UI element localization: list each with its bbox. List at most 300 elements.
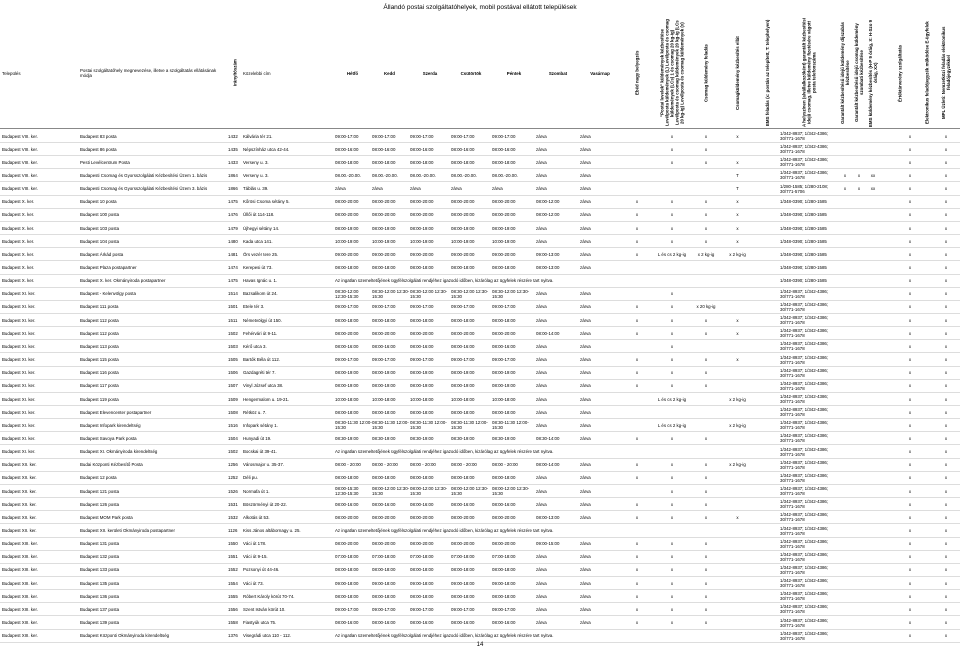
table-cell: 1/342-8937; 1/342-4386; 30/771-1678 bbox=[780, 630, 829, 641]
table-cell: x bbox=[944, 633, 948, 639]
table-cell: 08:00-19:00 bbox=[492, 383, 516, 389]
table-cell bbox=[852, 630, 866, 642]
table-cell bbox=[838, 446, 852, 458]
table-cell: x bbox=[704, 317, 708, 323]
table-cell bbox=[852, 222, 866, 234]
table-cell: Budapest 139 posta bbox=[80, 620, 120, 626]
table-cell: 08:00-16:00 bbox=[410, 146, 434, 152]
table-cell: 1481 bbox=[228, 251, 238, 257]
table-cell: x bbox=[670, 475, 674, 481]
table-cell: x bbox=[704, 238, 708, 244]
table-cell bbox=[838, 511, 852, 523]
table-cell bbox=[838, 432, 852, 444]
table-cell: x bbox=[944, 606, 948, 612]
table-cell bbox=[622, 446, 652, 458]
table-row bbox=[0, 275, 960, 288]
table-cell: x 2 kg-ig bbox=[729, 396, 746, 402]
table-cell: Budapest XI. ker. bbox=[2, 317, 36, 323]
table-cell: 10:00-18:00 bbox=[372, 396, 396, 402]
table-cell: zárva bbox=[580, 514, 591, 520]
table-cell: x bbox=[908, 435, 912, 441]
table-cell: Budapest XI. ker. bbox=[2, 370, 36, 376]
table-cell bbox=[838, 288, 852, 300]
table-cell: 08:00-12:00 12:30-15:30 bbox=[410, 486, 448, 497]
table-cell: 08:00-20:00 bbox=[410, 541, 434, 547]
table-cell: Budapest 136 posta bbox=[80, 593, 120, 599]
table-cell: 09:00-17:00 bbox=[451, 357, 475, 363]
table-cell: zárva bbox=[580, 265, 591, 270]
table-cell: Budapest 103 posta bbox=[80, 225, 120, 231]
table-cell: 08:00 - 20:00 bbox=[451, 462, 477, 468]
table-cell: 09:00-20:00 bbox=[372, 251, 396, 257]
table-cell: x bbox=[908, 343, 912, 349]
table-cell: Váci út 9-15. bbox=[243, 554, 268, 560]
table-cell: 1/342-8937; 1/342-4386; 30/771-1678 bbox=[780, 157, 829, 168]
table-cell: Kerepesi út 73. bbox=[243, 265, 273, 270]
table-cell: 08:00-18:00 bbox=[372, 159, 396, 165]
table-cell: x bbox=[704, 383, 708, 389]
table-cell: 09:00-17:00 bbox=[410, 133, 434, 139]
table-cell bbox=[852, 275, 866, 287]
table-cell: x bbox=[635, 304, 639, 310]
table-cell: 08:00-16:00 bbox=[410, 501, 434, 507]
table-cell bbox=[866, 446, 880, 458]
table-cell bbox=[866, 196, 880, 208]
table-row bbox=[0, 130, 960, 143]
table-cell bbox=[838, 603, 852, 615]
table-cell bbox=[838, 551, 852, 563]
table-cell: 1476 bbox=[228, 212, 238, 218]
table-cell: 08:00-18:00 bbox=[451, 265, 475, 270]
table-cell: 08:00-18:00 bbox=[451, 409, 475, 415]
table-cell: 1504 bbox=[228, 435, 238, 441]
header-alapfizet: A helyszínen (alvállalkozóként) garantált kézbesítési idejű csomag, illetve küldemény fizetésére vágott posta telefonszáma bbox=[801, 18, 817, 128]
table-cell bbox=[720, 340, 755, 352]
table-cell bbox=[866, 538, 880, 550]
table-cell: Budapest X. ker. Okmányiroda postapartner bbox=[80, 278, 166, 284]
table-cell: x bbox=[944, 159, 948, 165]
table-cell: zárva bbox=[536, 580, 547, 586]
table-row bbox=[0, 603, 960, 616]
table-cell: 08:00-16:00 bbox=[372, 146, 396, 152]
table-cell: 08:00-16:00 bbox=[410, 343, 434, 349]
table-cell: 09:00-18:00 bbox=[372, 580, 396, 586]
table-cell: 09:00-17:00 bbox=[335, 606, 359, 612]
table-cell: Budapest MOM Park posta bbox=[80, 514, 133, 520]
table-cell bbox=[852, 406, 866, 418]
table-cell: Budapest XII. ker. bbox=[2, 514, 37, 520]
table-cell: x bbox=[635, 514, 639, 520]
table-cell: Kada utca 141. bbox=[243, 238, 273, 244]
table-cell: 08:30-14:00 bbox=[536, 435, 560, 441]
table-cell: 08.00.-20.00. bbox=[372, 172, 398, 178]
table-cell: zárva bbox=[580, 475, 591, 481]
table-cell bbox=[866, 564, 880, 576]
table-cell: x bbox=[908, 159, 912, 165]
table-cell: x bbox=[843, 186, 847, 192]
table-cell: x bbox=[670, 212, 674, 218]
table-row bbox=[0, 393, 960, 406]
table-cell: 08:00-18:00 bbox=[410, 159, 434, 165]
table-cell bbox=[866, 459, 880, 471]
table-row bbox=[0, 288, 960, 301]
table-cell: 10:00-19:00 bbox=[451, 238, 475, 244]
table-cell: zárva bbox=[536, 488, 547, 494]
table-cell: x bbox=[704, 225, 708, 231]
table-cell: 09:00-18:00 bbox=[410, 580, 434, 586]
table-cell: 1/342-8937; 1/342-4386; 30/771-1678 bbox=[780, 341, 829, 352]
table-cell: 10:00-18:00 bbox=[492, 396, 516, 402]
table-cell: x bbox=[944, 554, 948, 560]
table-cell bbox=[852, 538, 866, 550]
table-cell bbox=[720, 538, 755, 550]
table-cell: Budapest 137 posta bbox=[80, 606, 120, 612]
table-cell: x bbox=[908, 357, 912, 363]
table-cell: zárva bbox=[580, 317, 591, 323]
table-cell: Budapest - Kelenvölgy posta bbox=[80, 291, 136, 297]
table-cell bbox=[838, 393, 852, 405]
table-cell: 1/342-8937; 1/342-4386; 30/771-1678 bbox=[780, 328, 829, 339]
table-cell: 1556 bbox=[228, 606, 238, 612]
table-cell: x bbox=[670, 593, 674, 599]
table-cell: x bbox=[908, 186, 912, 192]
table-cell: 08:00-18:00 bbox=[492, 159, 516, 165]
table-cell: Budapesti Csomag és Gyorsszolgálati Kézbesítési Üzem 3. bázis bbox=[80, 186, 208, 192]
table-cell bbox=[838, 577, 852, 589]
table-cell: Budapest 121 posta bbox=[80, 488, 120, 494]
table-cell: 10:00-18:00 bbox=[451, 396, 475, 402]
table-cell: Róbert Károly körút 70-74. bbox=[243, 593, 295, 599]
table-cell: 08:00-20:00 bbox=[410, 330, 434, 336]
header-vasarnap: Vasárnap bbox=[590, 70, 610, 76]
table-cell: Bartók Béla út 112. bbox=[243, 357, 281, 363]
table-cell: 09:00-17:00 bbox=[492, 304, 516, 310]
table-cell bbox=[838, 156, 852, 168]
table-cell: x bbox=[670, 620, 674, 626]
table-cell: 1/348-0390; 1/280-1585 bbox=[780, 225, 827, 231]
table-cell: x bbox=[908, 475, 912, 481]
table-cell: Budapest 115 posta bbox=[80, 357, 119, 363]
table-cell: 08:00-19:00 bbox=[492, 370, 516, 376]
table-cell: 1/342-8937; 1/342-4386; 30/771-1678 bbox=[780, 288, 829, 299]
table-cell: x 2 kg-ig bbox=[729, 422, 746, 428]
table-cell: zárva bbox=[536, 133, 547, 139]
table-cell: 08:00-19:00 bbox=[410, 383, 434, 389]
table-cell: Budapest XI. ker. bbox=[2, 449, 36, 455]
table-cell: 08:00-20:00 bbox=[372, 199, 396, 205]
table-row bbox=[0, 511, 960, 524]
table-cell: 1/342-8937; 1/342-4386; 30/771-1678 bbox=[780, 433, 829, 444]
table-cell: x bbox=[736, 225, 739, 231]
table-row bbox=[0, 564, 960, 577]
table-cell: T bbox=[736, 186, 739, 192]
table-cell bbox=[852, 511, 866, 523]
table-cell: 08:00-16:00 bbox=[451, 343, 475, 349]
table-cell: Havas Ignác u. 1. bbox=[243, 278, 278, 284]
table-cell bbox=[866, 577, 880, 589]
table-cell bbox=[838, 301, 852, 313]
table-cell bbox=[652, 262, 692, 274]
table-row bbox=[0, 472, 960, 485]
table-cell: x bbox=[944, 593, 948, 599]
table-cell: x bbox=[944, 146, 948, 152]
table-cell: x bbox=[908, 330, 912, 336]
table-cell: zárva bbox=[536, 606, 547, 612]
table-cell: 1/342-8937; 1/342-4386; 30/771-1678 bbox=[780, 564, 829, 575]
table-cell: 08:00-20:00 bbox=[335, 212, 359, 218]
table-cell bbox=[652, 275, 692, 287]
table-cell: 1508 bbox=[228, 409, 238, 415]
table-cell: 08:30-12:00 12:30-15:30 bbox=[372, 288, 410, 299]
table-cell: x bbox=[635, 606, 639, 612]
table-cell: 1511 bbox=[228, 317, 238, 323]
table-cell: zárva bbox=[536, 291, 547, 297]
table-cell bbox=[866, 340, 880, 352]
table-row bbox=[0, 406, 960, 419]
table-cell bbox=[838, 525, 852, 537]
table-cell: 08:00-20:00 bbox=[372, 330, 396, 336]
header-kedd: Kedd bbox=[384, 70, 395, 76]
table-cell: 08:00-18:00 bbox=[335, 593, 359, 599]
table-cell: x bbox=[908, 528, 912, 533]
table-cell: x bbox=[944, 514, 948, 520]
table-cell: L és cs 2 kg-ig bbox=[657, 251, 687, 257]
table-cell: 10:00-19:00 bbox=[335, 238, 359, 244]
table-row bbox=[0, 156, 960, 169]
table-cell: 08:30-11:30 12:00-15:30 bbox=[372, 420, 409, 431]
header-cim: Közelebbi cím bbox=[243, 70, 271, 76]
table-cell: zárva bbox=[580, 212, 591, 218]
table-cell: x bbox=[704, 620, 708, 626]
table-cell: 1551 bbox=[228, 554, 238, 560]
table-cell: 08:00-12:00 bbox=[536, 199, 560, 205]
table-cell bbox=[866, 209, 880, 221]
table-cell: zárva bbox=[536, 146, 547, 152]
table-cell: zárva bbox=[536, 370, 547, 376]
table-cell: 08:00-18:00 bbox=[451, 317, 475, 323]
table-cell: Budapest Árkád posta bbox=[80, 251, 124, 257]
table-cell: x bbox=[635, 199, 639, 205]
table-cell: 1/342-8937; 1/342-4386; 30/771-1678 bbox=[780, 446, 829, 457]
table-cell bbox=[622, 156, 652, 168]
table-cell: x 2 kg-ig bbox=[729, 462, 746, 468]
table-cell: x bbox=[944, 304, 948, 310]
table-cell: Újhegyi sétány 14. bbox=[243, 225, 280, 231]
table-cell: 08:00-20:00 bbox=[372, 541, 396, 547]
table-cell: 1550 bbox=[228, 541, 238, 547]
table-cell: 08:30-19:00 bbox=[451, 435, 475, 441]
table-cell: Kérő utca 3. bbox=[243, 343, 267, 349]
table-cell: zárva bbox=[580, 567, 591, 573]
table-cell: Budapest XIII. ker. bbox=[2, 620, 38, 626]
table-cell: 08:00 - 20:00 bbox=[335, 462, 361, 468]
table-cell: x bbox=[944, 409, 948, 415]
table-cell bbox=[720, 380, 755, 392]
table-cell bbox=[838, 419, 852, 431]
table-cell: x bbox=[944, 501, 948, 507]
table-cell: x bbox=[857, 172, 861, 178]
table-cell: 08:00-18:00 bbox=[335, 317, 359, 323]
table-cell: 1/342-8937; 1/342-4386; 30/771-1678 bbox=[780, 301, 829, 312]
header-elektr: Elektronikus feladójegyzék működése E-ügyfelek bbox=[924, 21, 930, 125]
table-cell bbox=[622, 143, 652, 155]
table-cell: x bbox=[670, 291, 674, 297]
table-cell bbox=[622, 525, 652, 537]
table-cell: x bbox=[704, 554, 708, 560]
table-cell: zárva bbox=[492, 186, 503, 192]
table-cell: Budapest 112 posta bbox=[80, 330, 119, 336]
table-cell: zárva bbox=[372, 186, 383, 192]
table-cell: x bbox=[944, 225, 948, 231]
table-cell: 1256 bbox=[228, 462, 238, 468]
table-cell: 08:00-16:00 bbox=[492, 146, 516, 152]
table-cell: Fiastyúk utca 75. bbox=[243, 620, 277, 626]
table-cell bbox=[852, 143, 866, 155]
table-cell bbox=[692, 630, 720, 642]
table-cell: Budapest 83 posta bbox=[80, 133, 117, 139]
table-cell: x bbox=[908, 146, 912, 152]
table-row bbox=[0, 262, 960, 275]
table-cell: zárva bbox=[580, 238, 591, 244]
table-cell: 08:00-12:00 12:30-15:30 bbox=[451, 486, 489, 497]
table-cell: Városmajor u. 35-37. bbox=[243, 462, 284, 468]
table-cell: 09:00-15:00 bbox=[536, 541, 560, 547]
table-cell: 08:00-14:00 bbox=[536, 330, 560, 336]
table-cell bbox=[852, 262, 866, 274]
table-cell: zárva bbox=[536, 396, 547, 402]
table-cell: x bbox=[704, 475, 708, 481]
table-cell bbox=[866, 130, 880, 142]
table-cell bbox=[720, 630, 755, 642]
table-cell: Váci út 178. bbox=[243, 541, 267, 547]
table-cell: 1509 bbox=[228, 396, 238, 402]
table-cell: Budapest XII. kerületi Okmányiroda postapartner bbox=[80, 528, 175, 533]
table-cell: x bbox=[908, 606, 912, 612]
table-cell bbox=[720, 498, 755, 510]
table-cell: xx bbox=[870, 186, 876, 192]
table-cell: 1475 bbox=[228, 199, 238, 205]
table-cell: Budapest XI. ker. bbox=[2, 291, 36, 297]
table-cell bbox=[852, 327, 866, 339]
table-cell: 1126 bbox=[228, 528, 238, 533]
table-cell: 1531 bbox=[228, 501, 238, 507]
table-cell bbox=[720, 577, 755, 589]
table-cell: Váci út 73. bbox=[243, 580, 264, 586]
table-cell: 08:00-18:00 bbox=[410, 567, 434, 573]
table-cell: x bbox=[908, 291, 912, 297]
table-cell bbox=[622, 262, 652, 274]
table-cell: 08:00-13:00 bbox=[536, 265, 560, 270]
table-cell: x bbox=[635, 554, 639, 560]
table-cell: 08:30-11:30 12:00-15:30 bbox=[492, 420, 529, 431]
table-cell: x bbox=[635, 580, 639, 586]
table-cell: x bbox=[670, 225, 674, 231]
table-cell: 09:00-17:00 bbox=[410, 304, 434, 310]
table-cell: 08:00-18:00 bbox=[492, 409, 516, 415]
table-cell bbox=[622, 406, 652, 418]
table-cell: zárva bbox=[580, 133, 591, 139]
table-cell bbox=[838, 222, 852, 234]
table-cell: 09:00-20:00 bbox=[492, 251, 516, 257]
table-cell: 09:00-17:00 bbox=[451, 304, 475, 310]
table-cell: 08:00-16:00 bbox=[335, 501, 359, 507]
table-cell: 1502 bbox=[228, 330, 238, 336]
table-cell: x bbox=[944, 265, 948, 270]
table-cell: Budapest 112 posta bbox=[80, 317, 119, 323]
table-cell bbox=[622, 130, 652, 142]
table-cell: 07:00-18:00 bbox=[410, 554, 434, 560]
table-cell: x bbox=[944, 343, 948, 349]
table-cell: x bbox=[635, 567, 639, 573]
table-cell: x bbox=[843, 172, 847, 178]
table-cell bbox=[838, 380, 852, 392]
table-cell: zárva bbox=[580, 159, 591, 165]
header-nev: Postai szolgáltatóhely megnevezése, illetve a szolgáltatás ellátásának módja bbox=[80, 68, 217, 78]
table-cell: Budapest 131 posta bbox=[80, 541, 120, 547]
table-cell: 1/342-8937; 1/342-4386; 30/771-1678 bbox=[780, 144, 829, 155]
table-cell: 08:00-20:00 bbox=[451, 199, 475, 205]
table-cell bbox=[852, 380, 866, 392]
table-cell: Budapest XI. ker. bbox=[2, 422, 36, 428]
table-cell bbox=[852, 525, 866, 537]
table-cell: 08:00-18:00 bbox=[335, 409, 359, 415]
table-cell: Bocskai út 39-41. bbox=[243, 449, 277, 455]
table-cell: x bbox=[635, 225, 639, 231]
header-lev: "Postai levelek" küldemények kézbesítése Levélposta küldemények (L) Levélposta és csomag küldemények (LCs) 1 és csomag 20 kg-ig) Levélposta és csomag küldemények 20 kg-ig (LCs 20 kg-ig) Levélposta és csomag küldemények (x) bbox=[659, 19, 685, 127]
table-cell: x bbox=[635, 435, 639, 441]
table-cell bbox=[720, 564, 755, 576]
table-cell: 08:00-18:00 bbox=[372, 475, 396, 481]
table-cell: Budapest 116 posta bbox=[80, 370, 119, 376]
table-cell: 08:00-20:00 bbox=[451, 330, 475, 336]
table-cell bbox=[622, 288, 652, 300]
table-cell: x bbox=[670, 541, 674, 547]
table-cell: 08:00-20:00 bbox=[410, 199, 434, 205]
table-cell bbox=[852, 248, 866, 260]
table-cell: Budapest XI. ker. bbox=[2, 396, 36, 402]
table-cell: Táblás u. 39. bbox=[243, 186, 269, 192]
table-cell bbox=[838, 248, 852, 260]
table-cell bbox=[852, 393, 866, 405]
table-cell: x bbox=[908, 567, 912, 573]
table-cell bbox=[866, 380, 880, 392]
table-cell bbox=[852, 577, 866, 589]
table-cell: x bbox=[944, 620, 948, 626]
table-cell: x bbox=[908, 501, 912, 507]
table-cell: 09:00-18:00 bbox=[451, 580, 475, 586]
table-cell: Budapest XIII. ker. bbox=[2, 580, 38, 586]
table-cell: x bbox=[635, 238, 639, 244]
table-cell bbox=[866, 354, 880, 366]
table-cell: 09:00-17:00 bbox=[335, 133, 359, 139]
table-cell: 1432 bbox=[228, 133, 238, 139]
table-cell: 1506 bbox=[228, 370, 238, 376]
table-cell: x bbox=[944, 133, 948, 139]
table-cell bbox=[852, 314, 866, 326]
table-cell: x bbox=[704, 606, 708, 612]
table-cell bbox=[622, 630, 652, 642]
table-cell: x bbox=[704, 330, 708, 336]
table-cell: Hunyadi út 19. bbox=[243, 435, 272, 441]
table-cell: Budapest XI. ker. bbox=[2, 330, 36, 336]
table-cell: Budapest XI. ker. bbox=[2, 383, 36, 389]
table-cell bbox=[866, 406, 880, 418]
table-cell bbox=[866, 156, 880, 168]
table-cell: Budapest X. ker. bbox=[2, 278, 35, 284]
table-cell: x bbox=[908, 541, 912, 547]
table-cell: Pesti Levélcentrum Posta bbox=[80, 159, 130, 165]
table-cell: 1/348-0390; 1/280-1585 bbox=[780, 251, 827, 257]
